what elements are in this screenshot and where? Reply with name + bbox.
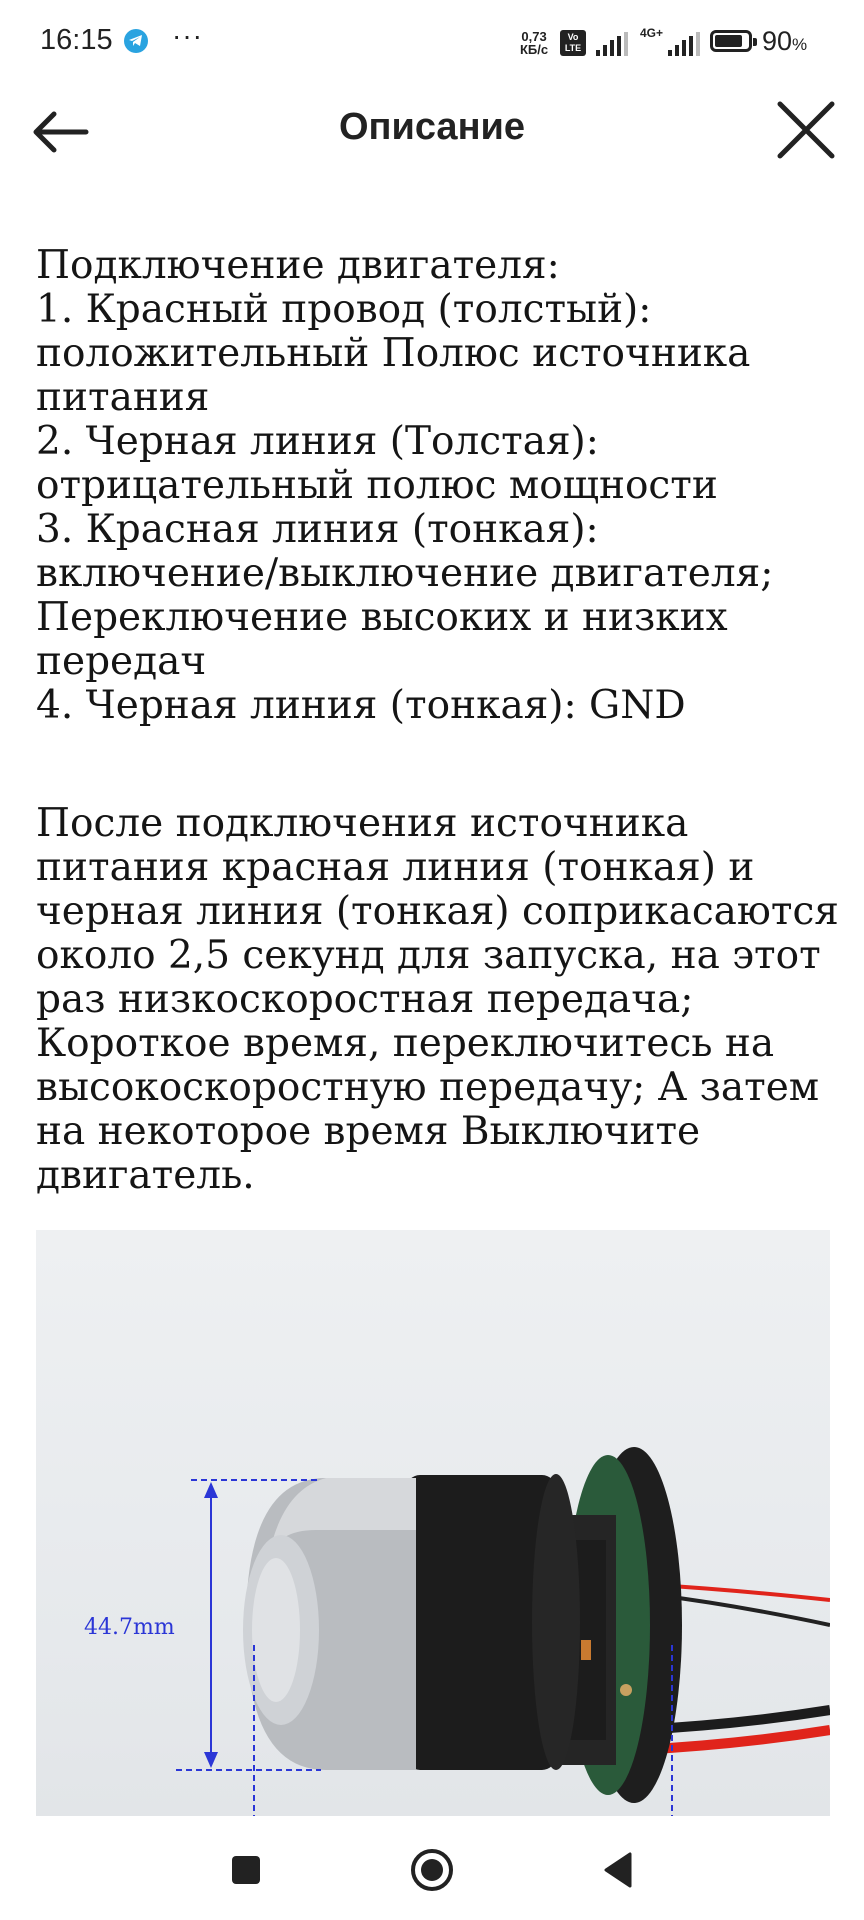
volte-icon: Vo LTE bbox=[560, 30, 586, 56]
square-icon bbox=[218, 1842, 274, 1898]
battery-percent: 90% bbox=[762, 26, 808, 56]
system-navigation-bar bbox=[0, 1816, 864, 1920]
description-paragraph-2: После подключения источника питания красная линия (тонкая) и черная линия (тонкая) соприкасаются около 2,5 секунд для запуска, на этот раз низкоскоростная передача; Короткое время, переключитесь на высокоскоростную передачу; А затем на некоторое время Выключите двигатель. bbox=[36, 801, 839, 1198]
recents-button[interactable] bbox=[218, 1842, 274, 1898]
close-button[interactable] bbox=[770, 94, 842, 166]
triangle-back-icon bbox=[590, 1842, 646, 1898]
description-paragraph-1: Подключение двигателя: 1. Красный провод (толстый): положительный Полюс источника питания 2. Черная линия (Толстая): отрицательный полюс мощности 3. Красная линия (тонкая): включение/выключение двигателя; Переключение высоких и низких передач 4. Черная линия (тонкая): GND bbox=[36, 243, 774, 728]
close-icon bbox=[770, 94, 842, 166]
dimension-label: 44.7mm bbox=[84, 1615, 175, 1640]
telegram-icon bbox=[124, 29, 148, 53]
status-bar bbox=[0, 0, 864, 84]
home-circle-icon bbox=[404, 1842, 460, 1898]
battery-icon bbox=[710, 30, 752, 52]
network-speed: 0,73 КБ/с bbox=[520, 29, 549, 57]
motor-photo bbox=[36, 1230, 830, 1816]
signal-icon-2 bbox=[668, 32, 700, 56]
back-nav-button[interactable] bbox=[590, 1842, 646, 1898]
home-button[interactable] bbox=[404, 1842, 460, 1898]
product-image[interactable] bbox=[36, 1230, 830, 1816]
app-header bbox=[0, 84, 864, 184]
network-type: 4G+ bbox=[640, 26, 664, 40]
signal-icon-1 bbox=[596, 32, 628, 56]
more-notifications-icon: ··· bbox=[172, 20, 203, 51]
clock: 16:15 bbox=[40, 24, 113, 56]
description-text bbox=[36, 200, 842, 1272]
page-title: Описание bbox=[338, 106, 526, 148]
